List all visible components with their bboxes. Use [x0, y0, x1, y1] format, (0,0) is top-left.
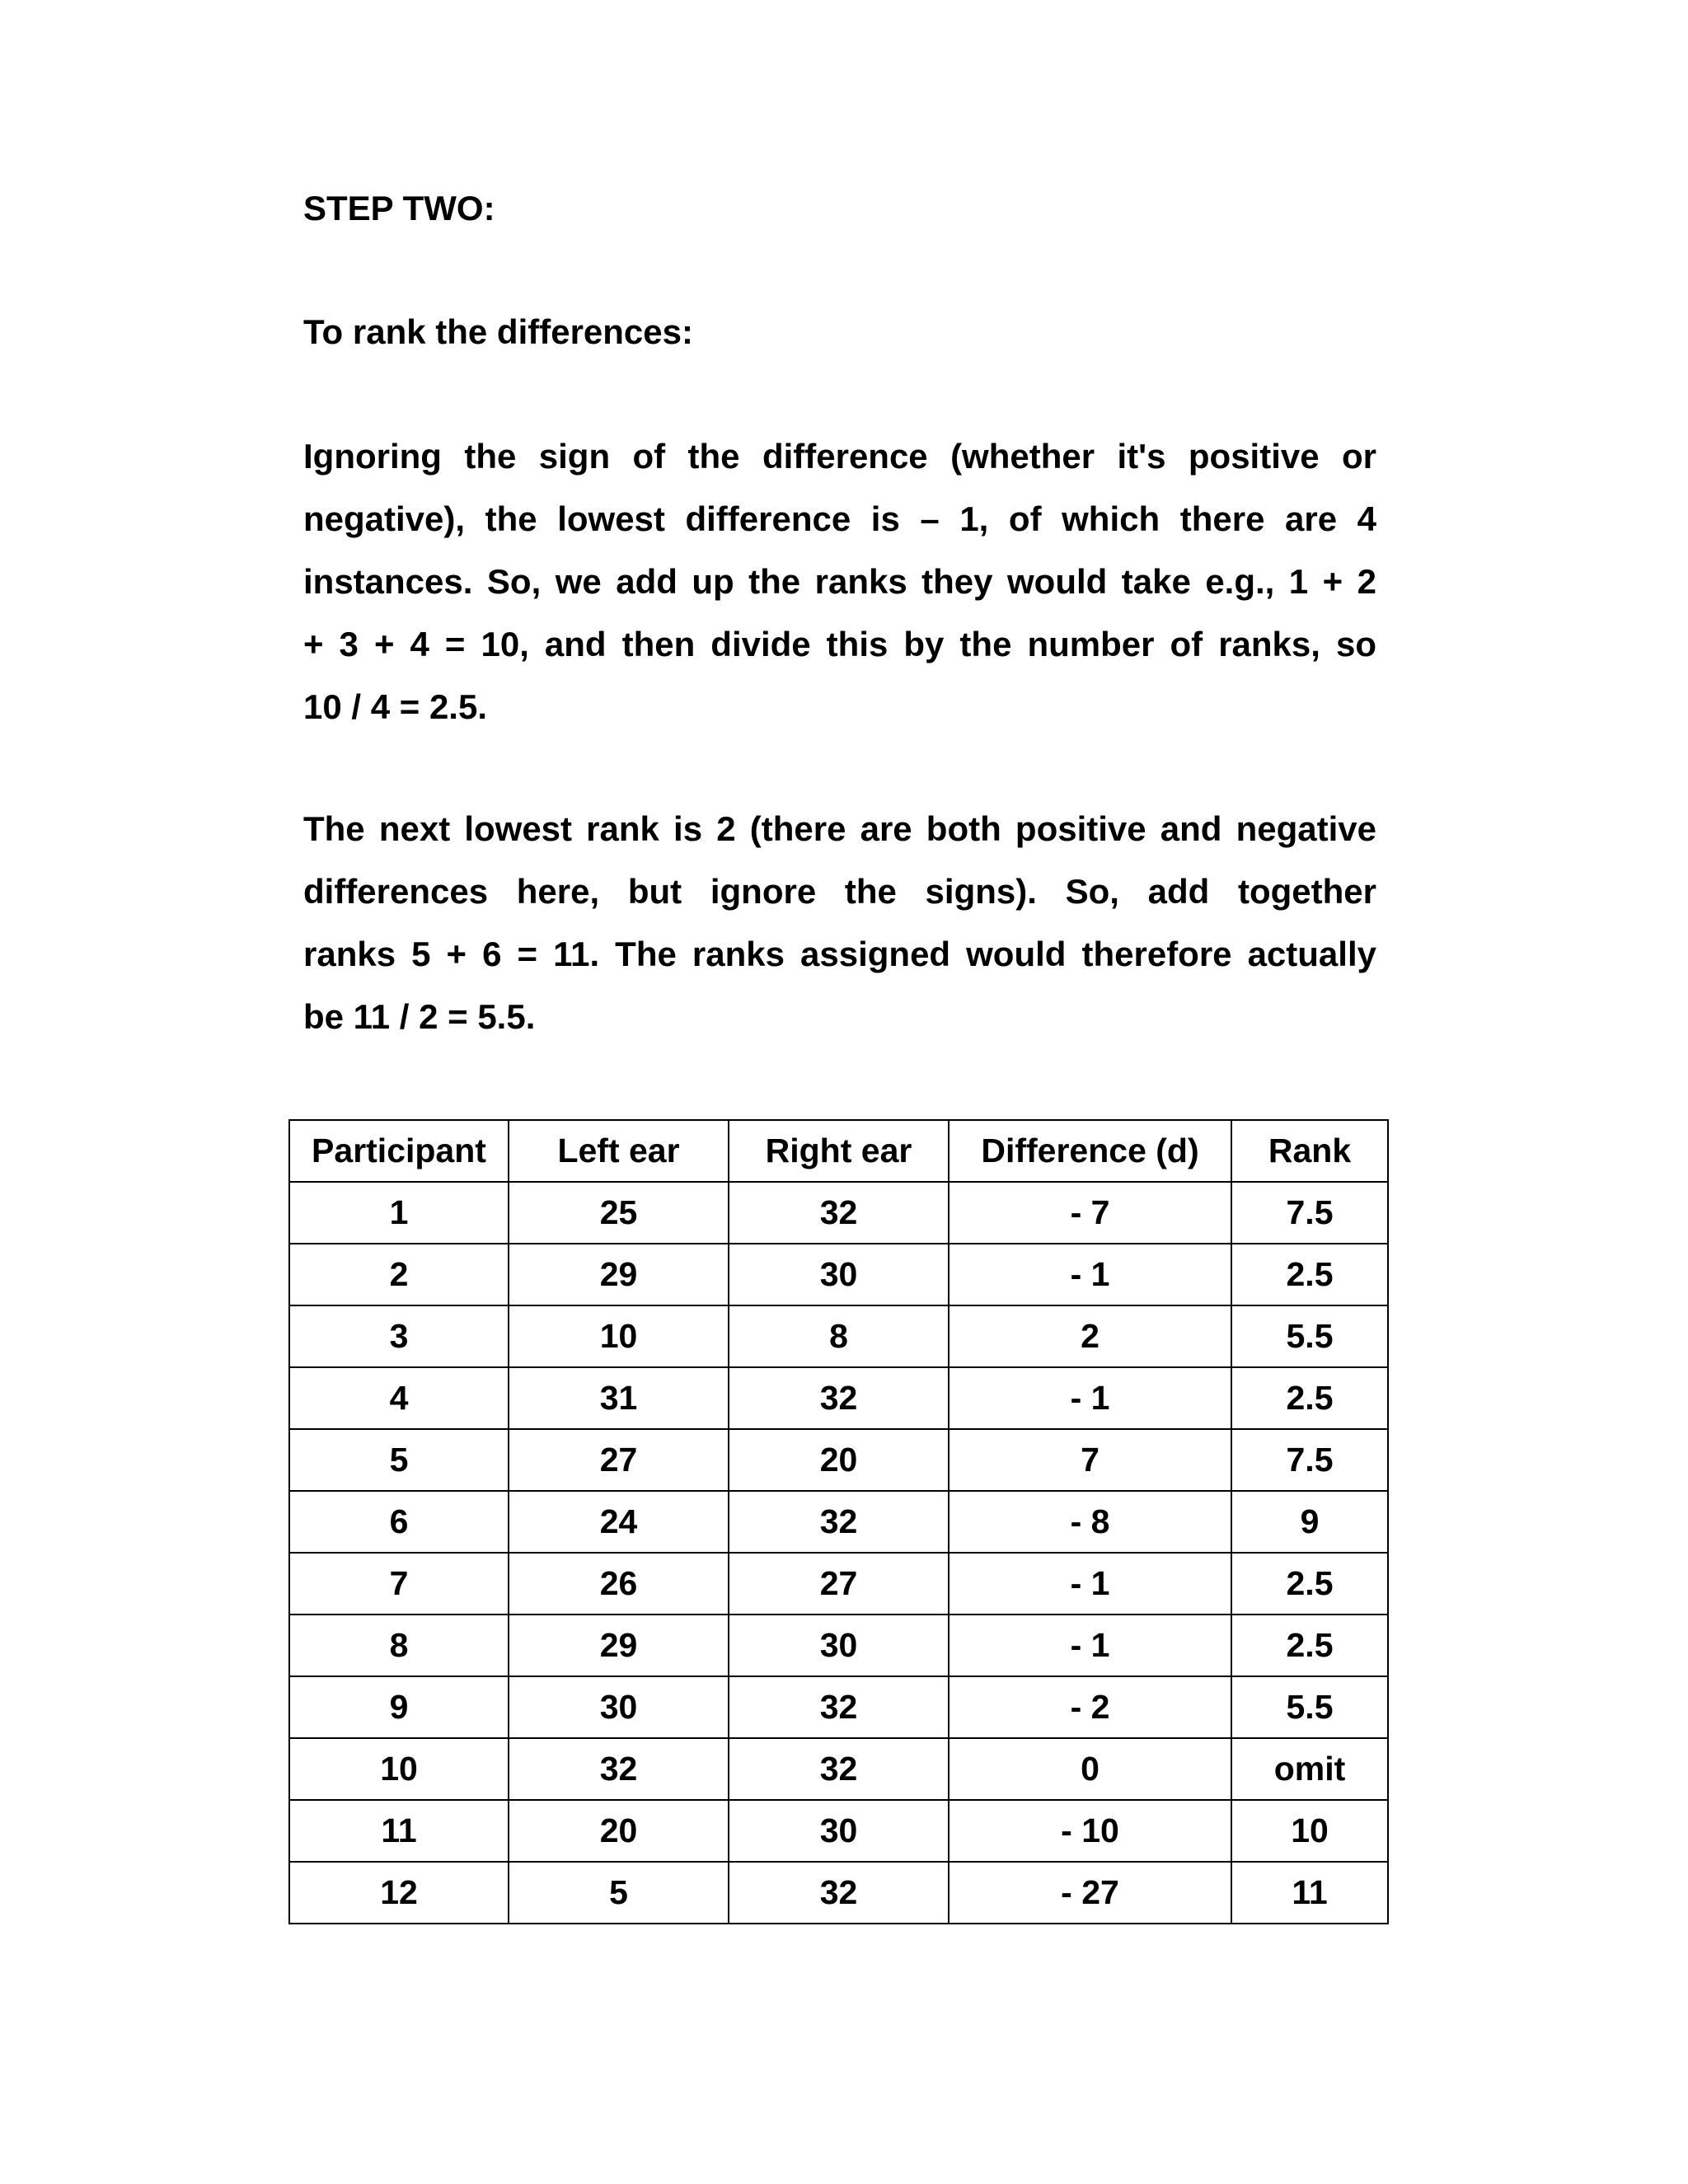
header-left-ear: Left ear	[509, 1120, 729, 1182]
paragraph-line: differences here, but ignore the signs). So, add together	[303, 872, 1376, 911]
cell-difference: - 2	[949, 1676, 1231, 1738]
cell-right-ear: 8	[729, 1305, 949, 1367]
cell-rank: 2.5	[1231, 1553, 1388, 1615]
cell-difference: - 1	[949, 1615, 1231, 1676]
cell-difference: - 7	[949, 1182, 1231, 1244]
paragraph-line: + 3 + 4 = 10, and then divide this by the number of ranks, so	[303, 625, 1376, 663]
cell-participant: 5	[289, 1429, 509, 1491]
paragraph-line: negative), the lowest difference is – 1, of which there are 4	[303, 499, 1376, 538]
table-row	[289, 1553, 1388, 1615]
cell-rank: 5.5	[1231, 1305, 1388, 1367]
cell-left-ear: 20	[509, 1800, 729, 1862]
table-row	[289, 1676, 1388, 1738]
cell-participant: 12	[289, 1862, 509, 1924]
cell-difference: - 1	[949, 1244, 1231, 1305]
cell-right-ear: 30	[729, 1615, 949, 1676]
cell-rank: 2.5	[1231, 1367, 1388, 1429]
cell-participant: 10	[289, 1738, 509, 1800]
cell-participant: 1	[289, 1182, 509, 1244]
step-heading: STEP TWO:	[303, 189, 495, 227]
rank-table	[288, 1119, 1389, 1924]
cell-right-ear: 27	[729, 1553, 949, 1615]
cell-right-ear: 30	[729, 1800, 949, 1862]
cell-left-ear: 26	[509, 1553, 729, 1615]
section-subheading: To rank the differences:	[303, 312, 693, 351]
cell-right-ear: 20	[729, 1429, 949, 1491]
cell-left-ear: 30	[509, 1676, 729, 1738]
cell-rank: 2.5	[1231, 1615, 1388, 1676]
cell-rank: 10	[1231, 1800, 1388, 1862]
paragraph-line: 10 / 4 = 2.5.	[303, 687, 488, 726]
table-row	[289, 1182, 1388, 1244]
cell-difference: - 1	[949, 1553, 1231, 1615]
cell-rank: 7.5	[1231, 1182, 1388, 1244]
header-participant: Participant	[289, 1120, 509, 1182]
cell-left-ear: 29	[509, 1615, 729, 1676]
cell-right-ear: 32	[729, 1676, 949, 1738]
table-row	[289, 1800, 1388, 1862]
cell-difference: 7	[949, 1429, 1231, 1491]
paragraph-ranking-lowest	[303, 425, 1376, 738]
cell-difference: - 10	[949, 1800, 1231, 1862]
table-row	[289, 1244, 1388, 1305]
cell-right-ear: 32	[729, 1862, 949, 1924]
cell-participant: 2	[289, 1244, 509, 1305]
paragraph-line: ranks 5 + 6 = 11. The ranks assigned would therefore actually	[303, 935, 1376, 973]
cell-left-ear: 10	[509, 1305, 729, 1367]
cell-rank: 2.5	[1231, 1244, 1388, 1305]
cell-left-ear: 5	[509, 1862, 729, 1924]
paragraph-line: Ignoring the sign of the difference (whether it's positive or	[303, 437, 1376, 476]
cell-rank: 11	[1231, 1862, 1388, 1924]
header-rank: Rank	[1231, 1120, 1388, 1182]
paragraph-line: be 11 / 2 = 5.5.	[303, 997, 536, 1036]
cell-left-ear: 31	[509, 1367, 729, 1429]
cell-participant: 4	[289, 1367, 509, 1429]
table-row	[289, 1429, 1388, 1491]
cell-participant: 6	[289, 1491, 509, 1553]
cell-rank: 7.5	[1231, 1429, 1388, 1491]
paragraph-ranking-next	[303, 798, 1376, 1048]
cell-participant: 3	[289, 1305, 509, 1367]
cell-left-ear: 27	[509, 1429, 729, 1491]
table-body	[289, 1182, 1388, 1924]
table-row	[289, 1367, 1388, 1429]
cell-participant: 9	[289, 1676, 509, 1738]
cell-difference: 2	[949, 1305, 1231, 1367]
cell-rank: 5.5	[1231, 1676, 1388, 1738]
cell-difference: - 8	[949, 1491, 1231, 1553]
cell-left-ear: 32	[509, 1738, 729, 1800]
cell-left-ear: 29	[509, 1244, 729, 1305]
cell-participant: 8	[289, 1615, 509, 1676]
paragraph-line: instances. So, we add up the ranks they would take e.g., 1 + 2	[303, 562, 1376, 601]
cell-right-ear: 32	[729, 1738, 949, 1800]
table-row	[289, 1615, 1388, 1676]
cell-left-ear: 25	[509, 1182, 729, 1244]
cell-rank: omit	[1231, 1738, 1388, 1800]
cell-participant: 11	[289, 1800, 509, 1862]
cell-rank: 9	[1231, 1491, 1388, 1553]
table-row	[289, 1305, 1388, 1367]
cell-participant: 7	[289, 1553, 509, 1615]
cell-right-ear: 32	[729, 1491, 949, 1553]
table-row	[289, 1738, 1388, 1800]
cell-left-ear: 24	[509, 1491, 729, 1553]
cell-difference: - 27	[949, 1862, 1231, 1924]
paragraph-line: The next lowest rank is 2 (there are both positive and negative	[303, 809, 1376, 848]
cell-difference: 0	[949, 1738, 1231, 1800]
cell-right-ear: 30	[729, 1244, 949, 1305]
cell-right-ear: 32	[729, 1367, 949, 1429]
header-difference: Difference (d)	[949, 1120, 1231, 1182]
table-row	[289, 1491, 1388, 1553]
table-header-row	[289, 1120, 1388, 1182]
cell-right-ear: 32	[729, 1182, 949, 1244]
table-row	[289, 1862, 1388, 1924]
header-right-ear: Right ear	[729, 1120, 949, 1182]
cell-difference: - 1	[949, 1367, 1231, 1429]
